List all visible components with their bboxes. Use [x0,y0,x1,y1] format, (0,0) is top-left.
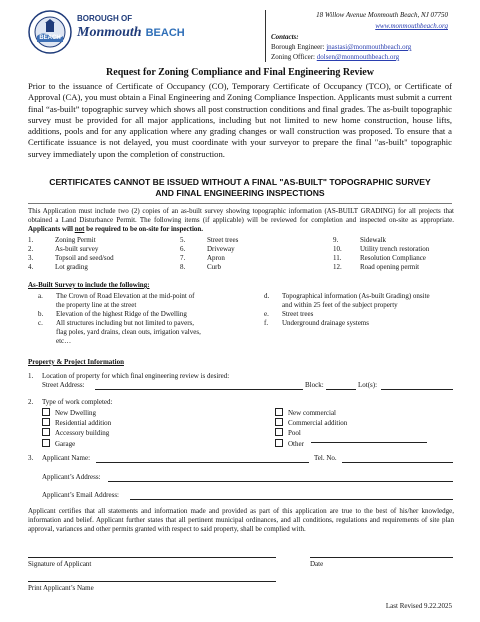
signature-field[interactable] [28,557,276,558]
checkbox-icon [275,428,283,436]
review-items-list [28,236,458,272]
q3-number: 3. [28,454,34,462]
block-field[interactable] [326,389,356,390]
address-text: 18 Willow Avenue Monmouth Beach, NJ 07750 [316,11,448,19]
date-label: Date [310,560,324,568]
checkbox-other[interactable]: Other [275,439,347,449]
q1-text: Location of property for which final engineering review is desired: [42,372,230,380]
list-item: 3. Topsoil and seed/sod [28,254,114,262]
applicant-name-field[interactable] [96,462,309,463]
application-note [28,207,454,233]
checkbox-icon [42,418,50,426]
lot-field[interactable] [381,389,453,390]
list-item: 11. Resolution Compliance [333,254,426,262]
checkbox-residential-addition[interactable]: Residential addition [42,418,111,428]
list-item: 4. Lot grading [28,263,88,271]
engineer-email-link[interactable]: jnastasi@monmouthbeach.org [326,43,412,51]
checkbox-icon [42,408,50,416]
list-item: f. [264,319,269,327]
list-item: 10. Utility trench restoration [333,245,430,253]
warning-heading: CERTIFICATES CANNOT BE ISSUED WITHOUT A FINAL "AS-BUILT" TOPOGRAPHIC SURVEY AND FINAL ENGINEERING INSPECTIONS [49,177,431,198]
q2-number: 2. [28,398,34,406]
borough-seal [28,10,72,54]
application-note-bold: Applicants will not be required to be on-site for inspection. [28,224,204,233]
list-item: e. [264,310,269,318]
intro-paragraph: Prior to the issuance of Certificate of Occupancy (CO), Temporary Certificate of Occupancy (TCO), or Certificate of Approval (CA), you must obtain a Final Engineering and Zoning Compliance Inspection. Applicants must submit a current final “as-built” topographic survey which shows all post construction conditions and final grades. The as-built topographic survey must be provided for all major applications, including but not limited to new home construction, house lifts, additions, pools and for any application where any grading changes or wall construction was proposed. To ensure that a Certificate issuance is not delayed, you must coordinate with your surveyor to prepare the final "as-built" topographic survey immediately upon the completion of construction. [28,81,452,159]
checkbox-new-dwelling[interactable]: New Dwelling [42,408,111,418]
list-item-text: Underground drainage systems [282,319,369,327]
zoning-contact [271,53,399,62]
block-label: Block: [305,381,324,389]
asbuilt-heading: As-Built Survey to include the following: [28,281,150,289]
checkbox-accessory-building[interactable]: Accessory building [42,428,111,438]
zoning-email-link[interactable]: dolsen@monmouthbeach.org [316,53,400,61]
list-item: b. [38,310,44,318]
list-item: c. [38,319,43,327]
list-item: 7. Apron [180,254,225,262]
checkbox-new-commercial[interactable]: New commercial [275,408,347,418]
list-item: a. [38,292,43,300]
checkbox-icon [275,408,283,416]
section-divider [28,203,452,204]
applicant-name-label: Applicant Name: [42,454,91,462]
tel-field[interactable] [342,462,453,463]
list-item-text: Topographical information (As-built Grading) onsite and within 25 feet of the subject property [282,292,430,309]
contacts-label: Contacts: [271,33,299,41]
list-item: 9. Sidewalk [333,236,387,244]
logo-top-text: BOROUGH OF [77,14,133,23]
list-item-text: The Crown of Road Elevation at the mid-point of the property line at the street [56,292,195,309]
list-item-text: Street trees [282,310,314,318]
applicant-email-field[interactable] [130,499,453,500]
other-field[interactable] [311,442,427,443]
checkbox-icon [275,439,283,447]
lot-label: Lot(s): [358,381,378,389]
list-item: d. [264,292,270,300]
page-title: Request for Zoning Compliance and Final Engineering Review [106,67,374,78]
street-address-field[interactable] [95,389,303,390]
q1-number: 1. [28,372,34,380]
engineer-contact [271,43,411,52]
list-item: 1. Zoning Permit [28,236,96,244]
applicant-email-label: Applicant’s Email Address: [42,491,119,499]
signature-label: Signature of Applicant [28,560,92,568]
application-note-text: This Application must include two (2) copies of an as-built survey showing topographic information (AS-BUILT GRADING) for all projects that obtained a Land Disturbance Permit. The following items (if applicable) will be reviewed for completion and inspected on-site as appropriate. [28,207,454,224]
website-link[interactable]: www.monmouthbeach.org [375,22,448,30]
checkbox-commercial-addition[interactable]: Commercial addition [275,418,347,428]
date-field[interactable] [310,557,453,558]
certification-text: Applicant certifies that all statements and information made and provided as part of this application are true to the best of his/her knowledge, information and belief. Applicant further states that all pertinent municipal ordinances, and all conditions, regulations and requirements of site plan approval, variances and other permits granted with respect to said property, shall be complied with. [28,507,454,533]
list-item: 12. Road opening permit [333,263,420,271]
svg-text:BEACH: BEACH [39,35,61,41]
header-divider [265,10,266,62]
asbuilt-list [28,292,458,352]
checkbox-icon [42,428,50,436]
q2-text: Type of work completed: [42,398,113,406]
tel-label: Tel. No. [314,454,337,462]
checkbox-garage[interactable]: Garage [42,439,111,449]
engineer-label: Borough Engineer: [271,43,325,51]
checkbox-pool[interactable]: Pool [275,428,347,438]
revision-date: Last Revised 9.22.2025 [385,602,452,610]
applicant-address-label: Applicant’s Address: [42,473,101,481]
list-item: 2. As-built survey [28,245,99,253]
logo-beach-text: BEACH [145,27,185,39]
print-name-label: Print Applicant’s Name [28,584,94,592]
work-type-left [42,408,111,449]
checkbox-icon [275,418,283,426]
checkbox-icon [42,439,50,447]
street-address-label: Street Address: [42,381,85,389]
list-item: 6. Driveway [180,245,235,253]
list-item: 8. Curb [180,263,221,271]
list-item: 5. Street trees [180,236,239,244]
logo-wordmark [77,14,187,41]
list-item-text: Elevation of the highest Ridge of the Dwelling [56,310,187,318]
list-item-text: All structures including but not limited to pavers, flag poles, yard drains, clean outs, irrigation valves, etc… [56,319,201,345]
print-name-field[interactable] [28,581,276,582]
applicant-address-field[interactable] [108,481,453,482]
zoning-label: Zoning Officer: [271,53,315,61]
logo-name-text: Monmouth [77,25,142,40]
property-heading: Property & Project Information [28,358,124,366]
